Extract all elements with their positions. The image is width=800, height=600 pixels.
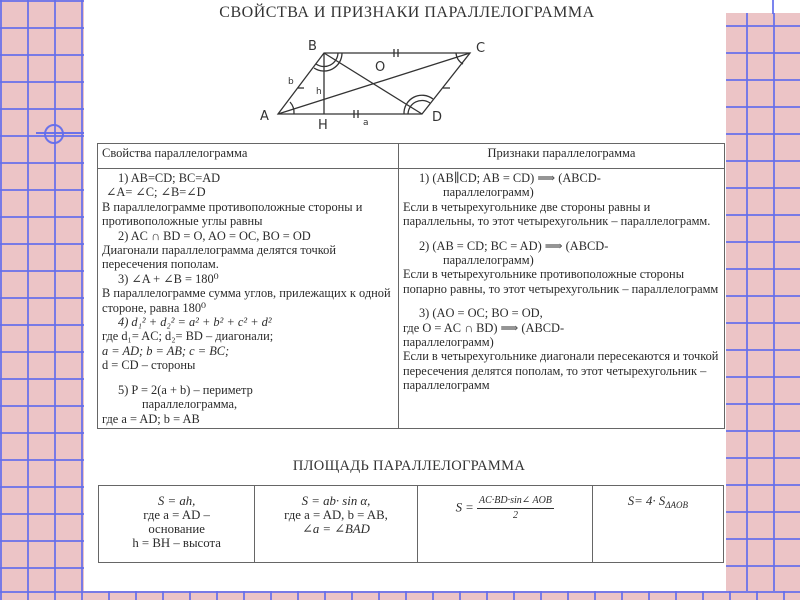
area-formula: S= 4· S <box>627 494 666 508</box>
area-text: основание <box>148 522 205 536</box>
property-text: Диагонали параллелограмма делятся точкой пересечения пополам. <box>102 243 336 272</box>
sign-text: Если в четырехугольнике диагонали пересекаются и точкой пересечения делятся пополам, то этот четырехугольник – параллелограмм <box>402 349 719 393</box>
properties-table <box>97 143 725 429</box>
property-formula: ∠A= ∠C; ∠B=∠D <box>106 185 206 200</box>
header-signs: Признаки параллелограмма <box>398 144 724 169</box>
header-properties: Свойства параллелограмма <box>98 144 399 169</box>
vertex-label-c: C <box>476 41 486 56</box>
area-text: ∠a = ∠BAD <box>302 522 370 536</box>
area-formula: S = ah, <box>157 494 196 508</box>
side-label-h: h <box>316 87 322 97</box>
area-text: где a = AD – <box>143 508 210 522</box>
crosshair-circle-icon <box>44 124 64 144</box>
area-formula-subscript: ΔAOB <box>665 500 688 510</box>
grid-paper-background-bottom <box>0 591 800 600</box>
sign-formula: 1) (AB∥CD; AB = CD) ⟹ (ABCD- <box>418 171 601 185</box>
property-formula: параллелограмма, <box>142 397 238 412</box>
crosshair-line-icon <box>36 132 84 134</box>
sign-formula: параллелограмм) <box>442 185 534 200</box>
grid-line <box>772 0 774 14</box>
area-cell-triangle <box>592 486 723 563</box>
vertex-label-a: A <box>260 109 269 124</box>
property-formula: 3) ∠A + ∠B = 180⁰ <box>118 271 219 286</box>
area-section-title: ПЛОЩАДЬ ПАРАЛЛЕЛОГРАММА <box>292 458 526 474</box>
area-fraction <box>477 494 554 523</box>
property-formula: 1) AB=CD; BC=AD <box>118 171 221 185</box>
sign-formula: 2) (AB = CD; BC = AD) ⟹ (ABCD- <box>418 238 609 253</box>
area-cell-base-height <box>99 486 255 563</box>
grid-paper-background-left <box>0 0 84 600</box>
area-cell-diagonals <box>417 486 592 563</box>
angle-arc-a <box>290 102 294 114</box>
fraction-denominator: 2 <box>512 510 518 521</box>
property-text: a = AD; b = AB; c = BC; <box>102 343 230 358</box>
signs-cell <box>398 169 724 429</box>
sign-formula: 3) (AO = OC; BO = OD, <box>418 306 543 321</box>
sign-formula: параллелограмм) <box>402 335 494 350</box>
properties-cell <box>98 169 399 429</box>
center-label-o: O <box>375 60 386 75</box>
sign-text: Если в четырехугольнике две стороны равны и параллельны, то этот четырехугольник – параллелограмм. <box>402 199 711 229</box>
side-label-b: b <box>288 77 294 87</box>
sign-formula: где O = AC ∩ BD) ⟹ (ABCD- <box>402 320 565 335</box>
area-text: где a = AD, b = AB, <box>284 508 388 522</box>
grid-paper-background-right <box>726 13 800 600</box>
area-formula: S = ab· sin α, <box>301 494 371 508</box>
sign-formula: параллелограмм) <box>442 253 534 268</box>
fraction-numerator: AC·BD·sin∠ AOB <box>477 494 554 509</box>
sign-text: Если в четырехугольнике противоположные стороны попарно равны, то этот четырехугольник – параллелограмм <box>402 267 719 296</box>
property-text: В параллелограмме противоположные стороны и противоположные углы равны <box>102 199 363 229</box>
property-text: d = CD – стороны <box>102 358 196 373</box>
area-cell-sides-sine <box>255 486 418 563</box>
property-text: где d₁= AC; d₂= BD – диагонали; <box>102 329 274 344</box>
side-label-a: a <box>363 118 369 128</box>
property-formula: 2) AC ∩ BD = O, AO = OC, BO = OD <box>118 228 311 243</box>
area-text: h = BH – высота <box>132 536 221 550</box>
property-text: В параллелограмме сумма углов, прилежащих к одной стороне, равна 180⁰ <box>102 286 391 315</box>
vertex-label-d: D <box>432 110 443 125</box>
property-text: где a = AD; b = AB <box>102 411 200 426</box>
area-formula-lhs: S = <box>455 500 474 515</box>
page-title: СВОЙСТВА И ПРИЗНАКИ ПАРАЛЛЕЛОГРАММА <box>219 4 595 21</box>
property-formula: 4) d₁² + d₂² = a² + b² + c² + d² <box>118 315 272 330</box>
property-formula: 5) P = 2(a + b) – периметр <box>118 382 253 397</box>
diagonal-bd <box>324 53 422 114</box>
area-formulas-table <box>98 485 724 563</box>
vertex-label-b: B <box>308 39 317 54</box>
foot-label-h: H <box>318 118 328 132</box>
document-page <box>84 0 726 591</box>
parallelogram-diagram <box>242 32 542 132</box>
